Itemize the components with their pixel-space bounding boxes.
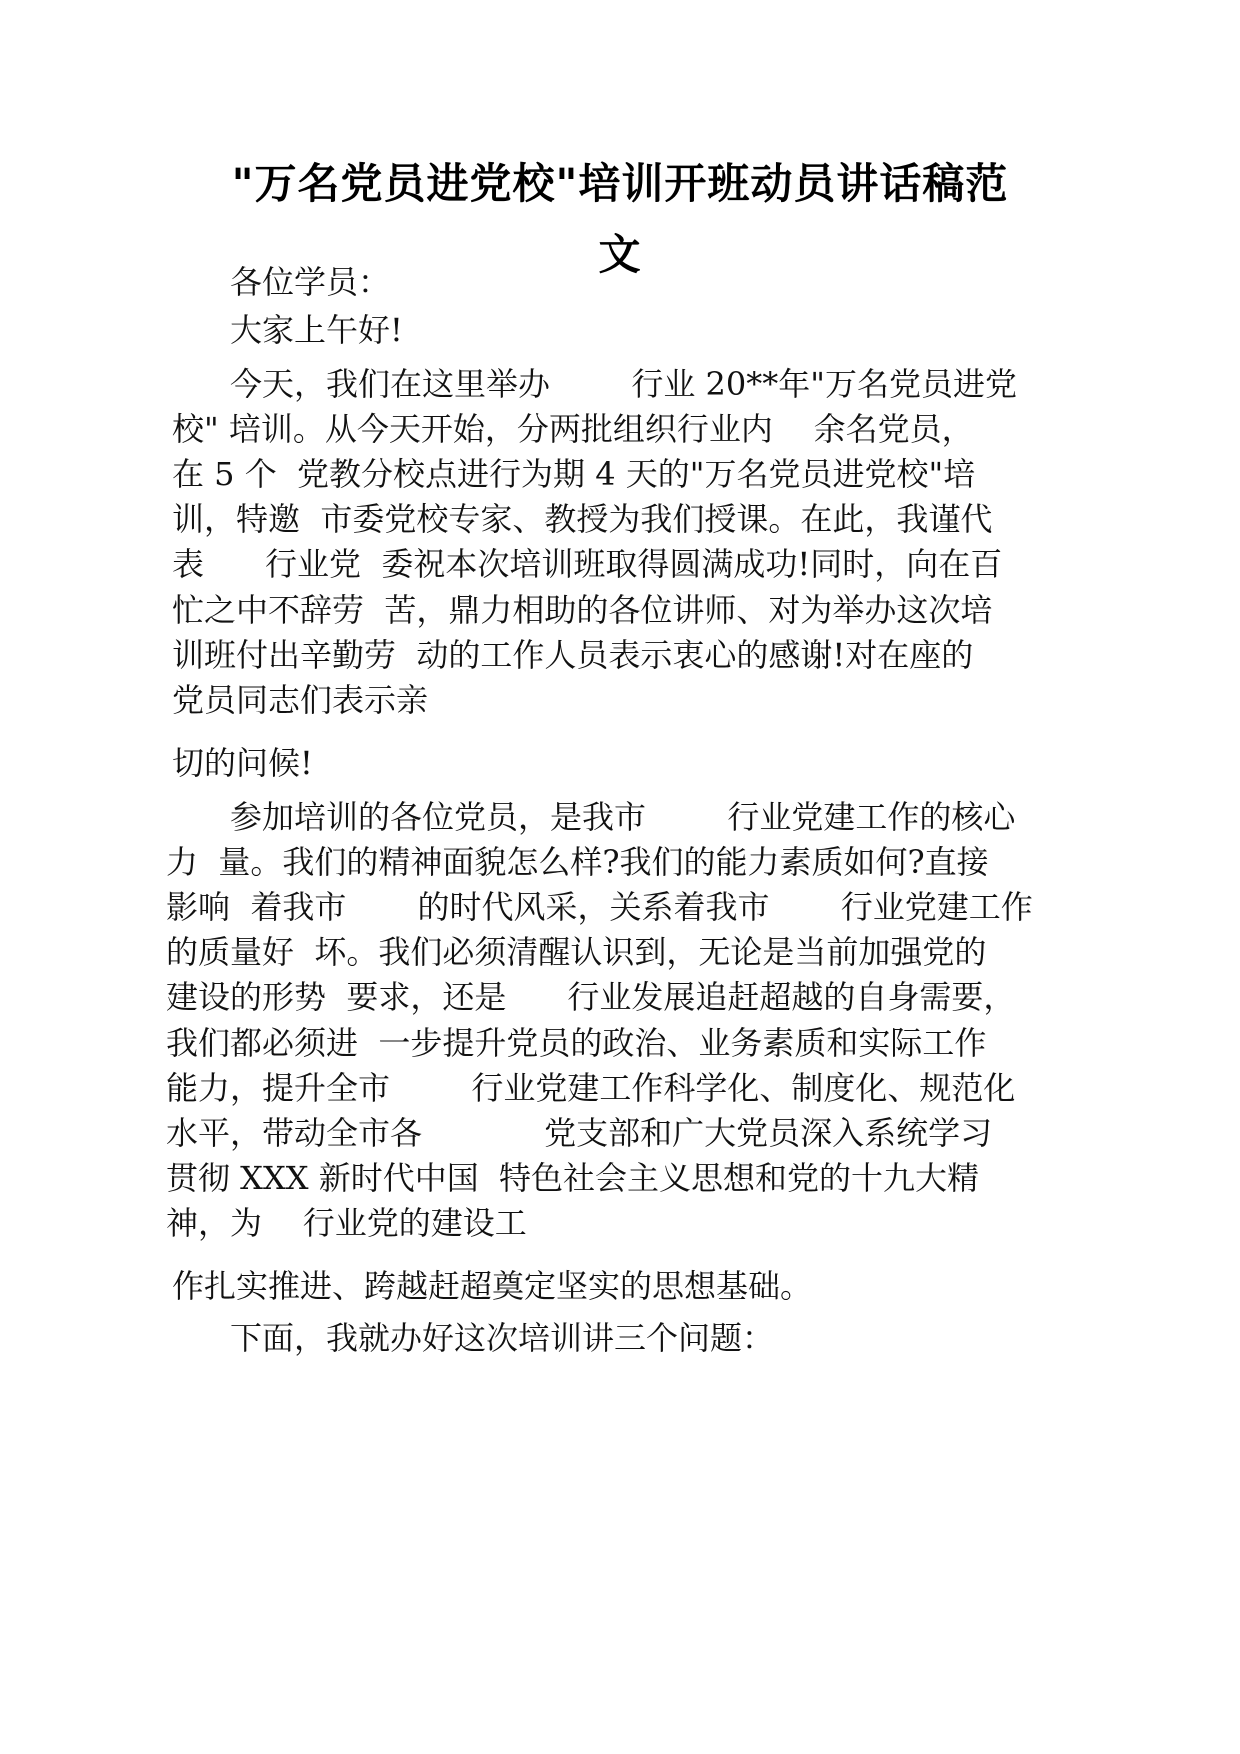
paragraph-2-line-6: 我们都必须进 一步提升党员的政治、业务素质和实际工作 (166, 1024, 987, 1062)
paragraph-2-line-5: 建设的形势 要求，还是 行业发展追赶超越的自身需要， (166, 978, 1016, 1016)
paragraph-2-line-10: 神，为 行业党的建设工 (166, 1204, 527, 1242)
paragraph-1-line-1: 今天，我们在这里举办 行业 20**年"万名党员进党 (230, 365, 1017, 403)
paragraph-2-line-7: 能力，提升全市 行业党建工作科学化、制度化、规范化 (166, 1069, 1016, 1107)
paragraph-2-line-3: 影响 着我市 的时代风采，关系着我市 行业党建工作 (166, 888, 1033, 926)
paragraph-1-tail: 切的问候! (172, 744, 313, 782)
paragraph-2-tail: 作扎实推进、跨越赶超奠定坚实的思想基础。 (172, 1267, 813, 1305)
paragraph-1-line-3: 在 5 个 党教分校点进行为期 4 天的"万名党员进党校"培 (172, 455, 976, 493)
greeting: 各位学员： (230, 263, 391, 301)
paragraph-1-line-4: 训，特邀 市委党校专家、教授为我们授课。在此，我谨代 (172, 500, 993, 538)
paragraph-2-line-4: 的质量好 坏。我们必须清醒认识到，无论是当前加强党的 (166, 933, 987, 971)
paragraph-1-line-5: 表 行业党 委祝本次培训班取得圆满成功!同时，向在百 (172, 545, 1003, 583)
paragraph-1-line-6: 忙之中不辞劳 苦，鼎力相助的各位讲师、对为举办这次培 (172, 591, 993, 629)
paragraph-1-line-2: 校" 培训。从今天开始，分两批组织行业内 余名党员， (172, 410, 974, 448)
paragraph-1-line-8: 党员同志们表示亲 (172, 681, 429, 719)
paragraph-1-line-7: 训班付出辛勤劳 动的工作人员表示衷心的感谢!对在座的 (172, 636, 974, 674)
document-title-line-2: 文 (598, 230, 642, 279)
paragraph-2-line-8: 水平，带动全市各 党支部和广大党员深入系统学习 (166, 1114, 993, 1152)
salutation: 大家上午好! (230, 311, 403, 349)
document-title-line-1: "万名党员进党校"培训开班动员讲话稿范 (231, 159, 1009, 208)
paragraph-2-line-1: 参加培训的各位党员，是我市 行业党建工作的核心 (230, 798, 1016, 836)
paragraph-2-line-2: 力 量。我们的精神面貌怎么样?我们的能力素质如何?直接 (166, 843, 989, 881)
paragraph-2-line-9: 贯彻 XXX 新时代中国 特色社会主义思想和党的十九大精 (166, 1159, 980, 1197)
paragraph-3: 下面，我就办好这次培训讲三个问题： (230, 1319, 775, 1357)
